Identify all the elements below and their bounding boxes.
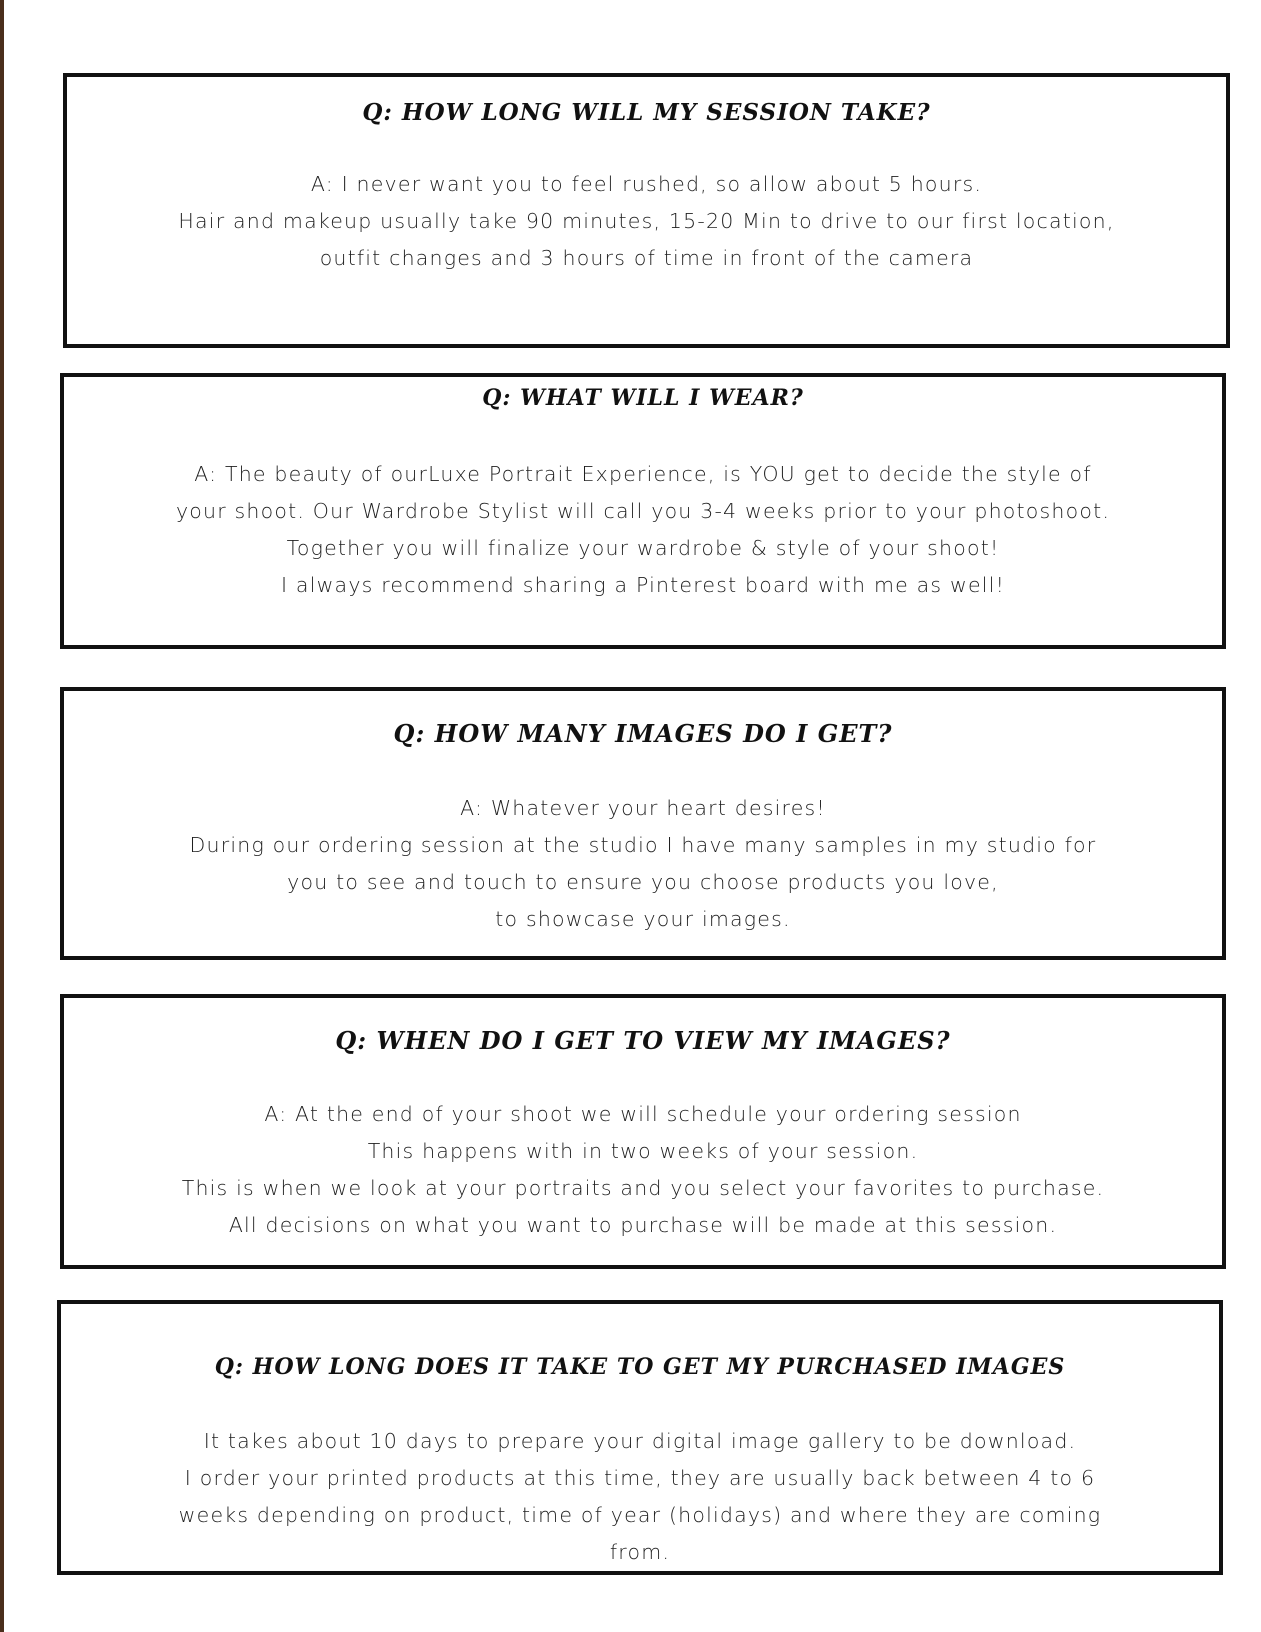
faq-answer-line: All decisions on what you want to purchase will be made at this session. bbox=[228, 1213, 1058, 1237]
faq-answer-line: A: The beauty of ourLuxe Portrait Experience, is YOU get to decide the style of bbox=[194, 462, 1092, 486]
faq-answer-line: I always recommend sharing a Pinterest board with me as well! bbox=[280, 573, 1006, 597]
faq-answer bbox=[64, 411, 1222, 604]
faq-answer-line: weeks depending on product, time of year (holidays) and where they are coming bbox=[178, 1503, 1102, 1527]
faq-answer bbox=[61, 1380, 1219, 1571]
faq-box-session-length bbox=[63, 73, 1230, 348]
faq-answer-line: Together you will finalize your wardrobe & style of your shoot! bbox=[286, 536, 1000, 560]
faq-answer-line: I order your printed products at this time, they are usually back between 4 to 6 bbox=[184, 1466, 1096, 1490]
faq-box-view-images bbox=[60, 994, 1226, 1269]
faq-answer bbox=[64, 748, 1222, 938]
faq-question: Q: HOW LONG DOES IT TAKE TO GET MY PURCHASED IMAGES bbox=[214, 1354, 1066, 1380]
faq-answer-line: from. bbox=[609, 1540, 671, 1564]
faq-box-purchased-images bbox=[57, 1300, 1223, 1575]
faq-box-how-many-images bbox=[60, 687, 1226, 960]
faq-answer-line: to showcase your images. bbox=[495, 907, 791, 931]
faq-answer-line: A: At the end of your shoot we will schedule your ordering session bbox=[264, 1102, 1022, 1126]
faq-answer-line: It takes about 10 days to prepare your digital image gallery to be download. bbox=[203, 1429, 1077, 1453]
faq-answer-line: A: Whatever your heart desires! bbox=[460, 796, 826, 820]
faq-question: Q: HOW LONG WILL MY SESSION TAKE? bbox=[362, 99, 931, 126]
faq-answer-line: you to see and touch to ensure you choose products you love, bbox=[287, 870, 999, 894]
faq-answer bbox=[64, 1055, 1222, 1244]
faq-answer-line: your shoot. Our Wardrobe Stylist will call you 3-4 weeks prior to your photoshoot. bbox=[175, 499, 1111, 523]
faq-answer-line: During our ordering session at the studio I have many samples in my studio for bbox=[189, 833, 1097, 857]
faq-answer-line: This happens with in two weeks of your session. bbox=[367, 1139, 919, 1163]
faq-answer bbox=[67, 126, 1226, 277]
faq-answer-line: A: I never want you to feel rushed, so allow about 5 hours. bbox=[310, 172, 983, 196]
faq-answer-line: Hair and makeup usually take 90 minutes, 15-20 Min to drive to our first location, bbox=[178, 209, 1115, 233]
faq-answer-line: outfit changes and 3 hours of time in front of the camera bbox=[319, 246, 974, 270]
faq-question: Q: WHEN DO I GET TO VIEW MY IMAGES? bbox=[335, 1026, 951, 1055]
faq-question: Q: HOW MANY IMAGES DO I GET? bbox=[393, 719, 893, 748]
faq-question: Q: WHAT WILL I WEAR? bbox=[482, 385, 804, 411]
faq-answer-line: This is when we look at your portraits and you select your favorites to purchase. bbox=[181, 1176, 1105, 1200]
faq-box-what-to-wear bbox=[60, 373, 1226, 649]
left-edge-strip bbox=[0, 0, 4, 1632]
